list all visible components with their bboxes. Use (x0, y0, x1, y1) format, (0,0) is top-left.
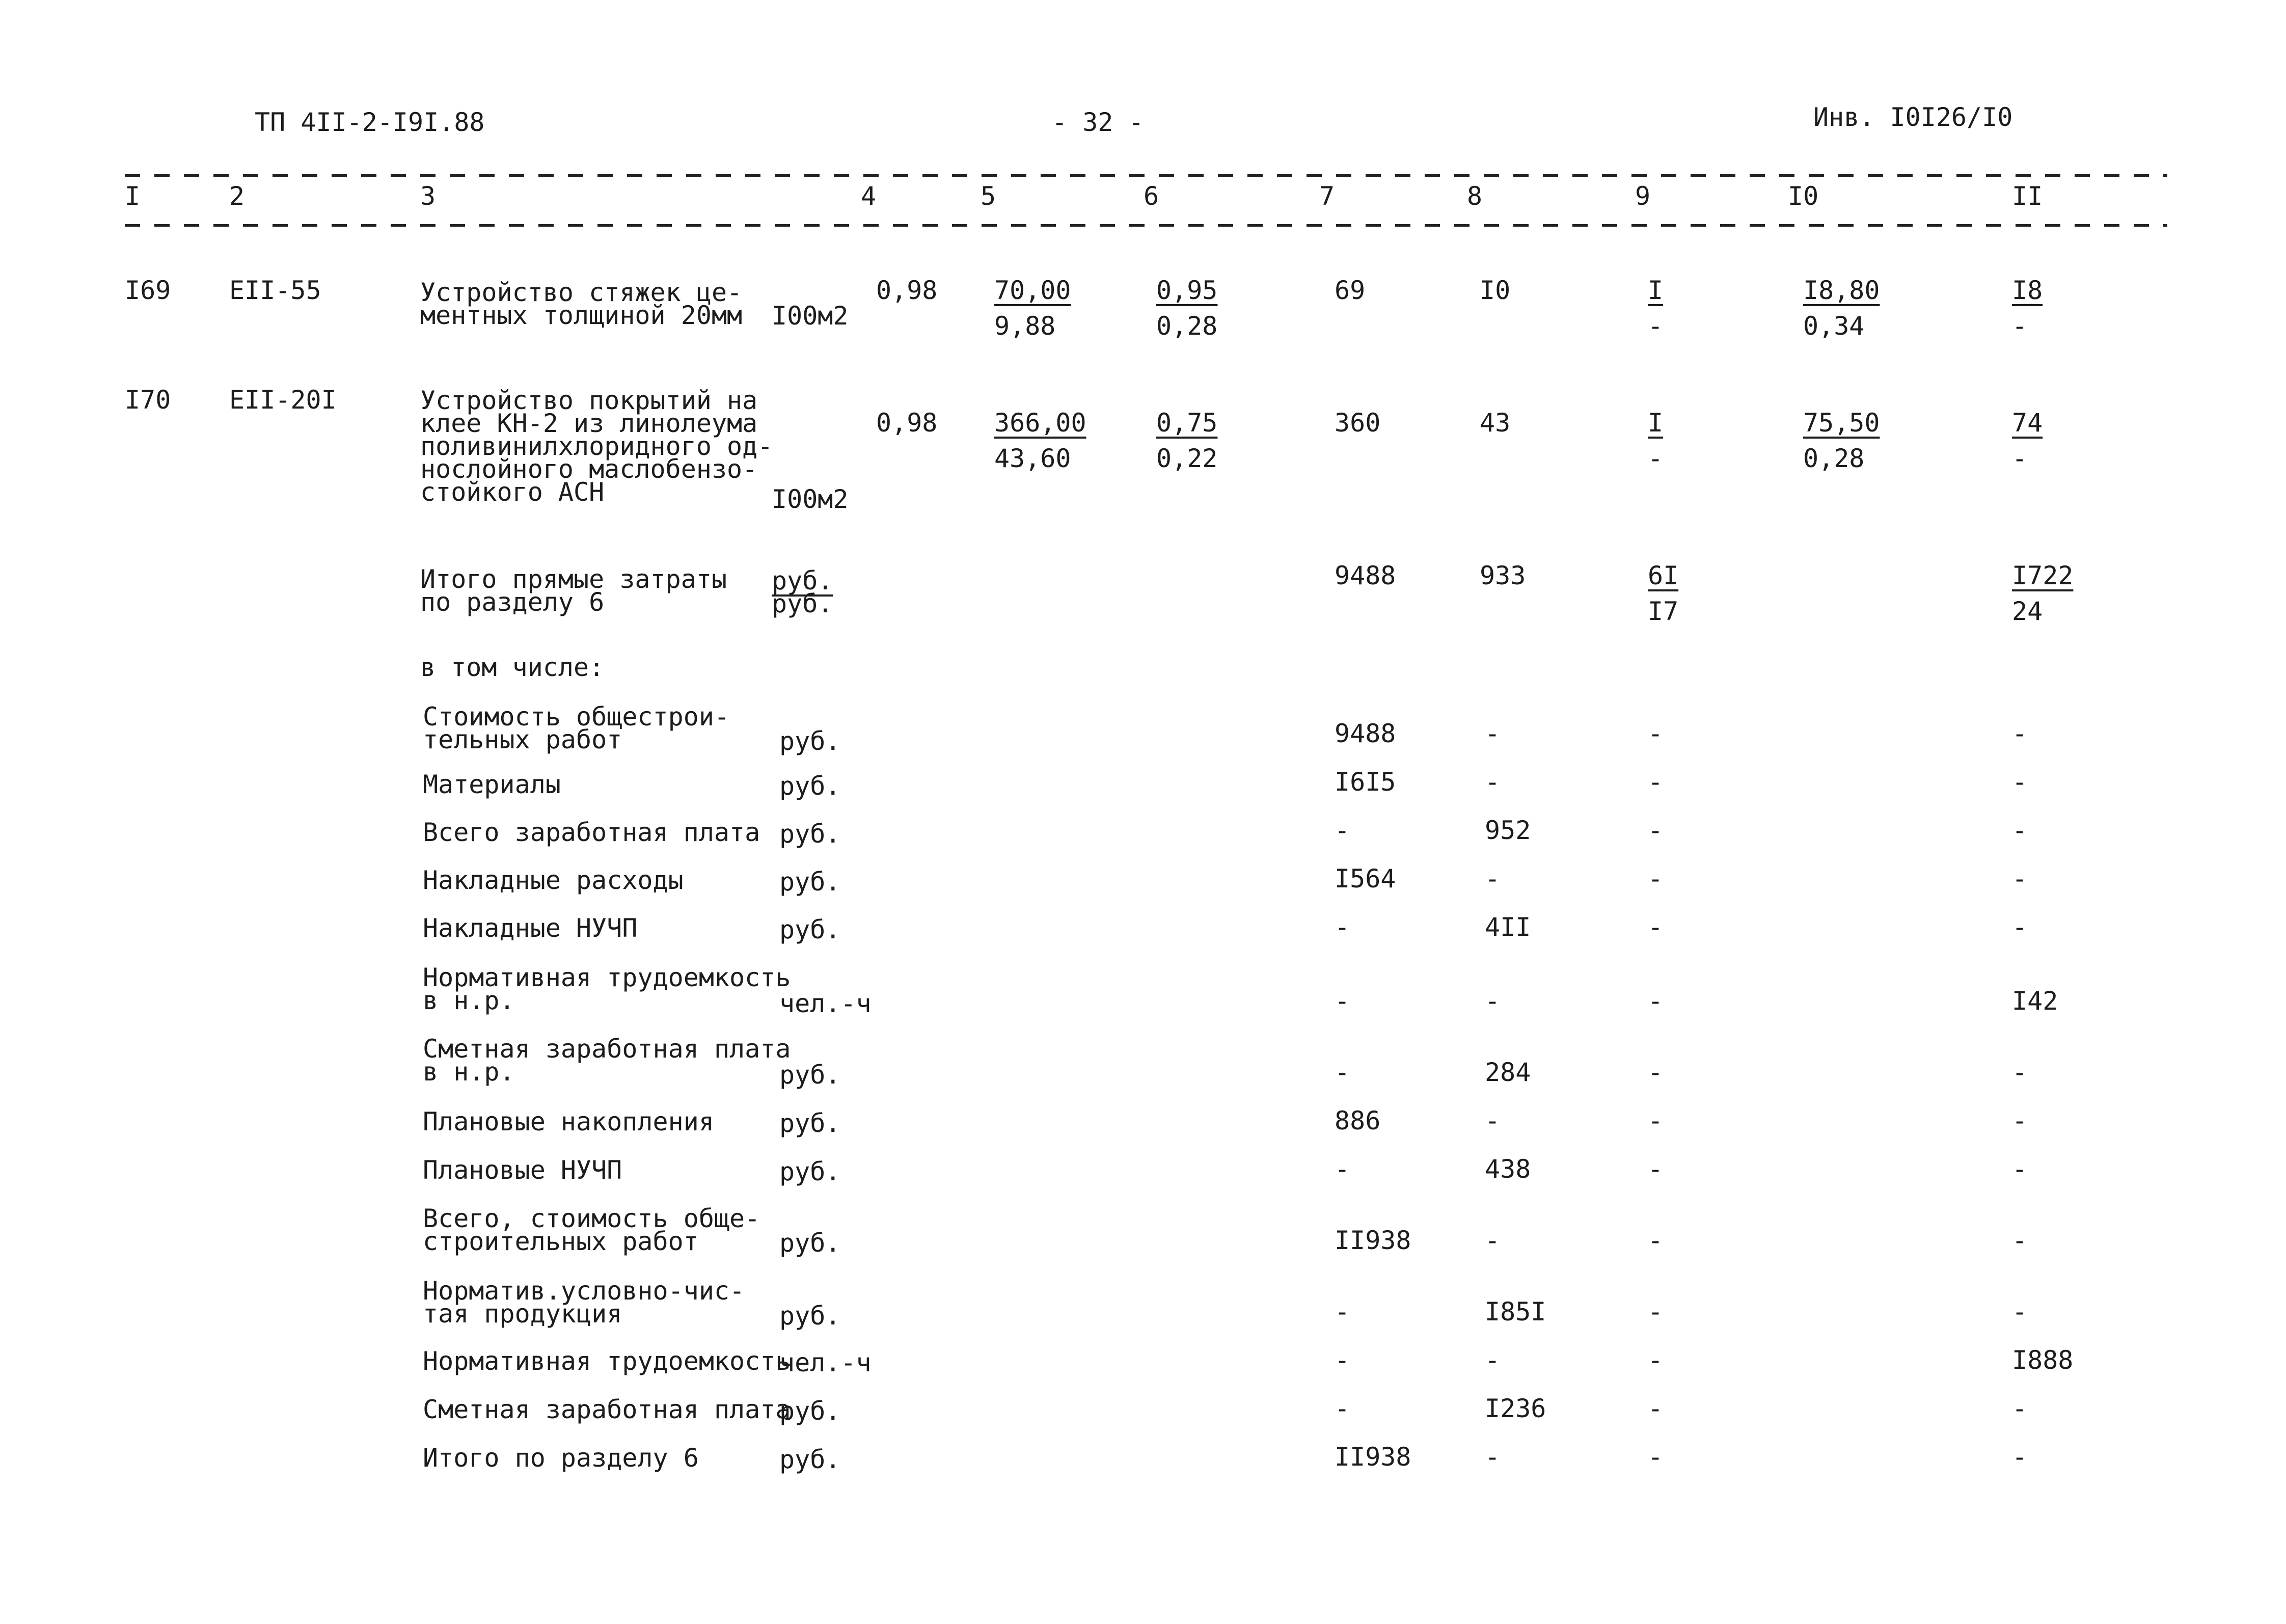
summary-col9: - (1648, 767, 1664, 797)
summary-unit: руб. (779, 819, 841, 849)
total-col8: 933 (1480, 561, 1526, 590)
col6-value: 0,95 (1156, 276, 1218, 305)
col10-value: I8,80 (1803, 276, 1880, 305)
summary-col11: - (2012, 1058, 2028, 1087)
col8-value: 43 (1480, 408, 1511, 438)
summary-col11: - (2012, 767, 2028, 797)
summary-unit: руб. (779, 1228, 841, 1258)
col6-sub-value: 0,22 (1156, 444, 1218, 473)
summary-col11: - (2012, 816, 2028, 845)
summary-unit: чел.-ч (779, 989, 872, 1018)
total-col9-sub: I7 (1648, 597, 1679, 626)
summary-col7: II938 (1335, 1442, 1411, 1472)
col10-value: 75,50 (1803, 408, 1880, 438)
unit-price-wages: 43,60 (994, 444, 1071, 473)
summary-label: Всего заработная плата (423, 818, 760, 847)
summary-label: Нормативная трудоемкость в н.р. (423, 963, 791, 1015)
summary-label: Итого по разделу 6 (423, 1443, 699, 1473)
summary-col9: - (1648, 1442, 1664, 1472)
summary-col8: I85I (1485, 1297, 1546, 1327)
column-number: 8 (1467, 181, 1483, 211)
summary-col8: - (1485, 986, 1501, 1016)
total-unit: руб. (772, 566, 833, 596)
summary-col8: I236 (1485, 1394, 1546, 1423)
row-number: I70 (125, 385, 171, 415)
summary-col8: - (1485, 1345, 1501, 1375)
column-number: 9 (1635, 181, 1651, 211)
col9-sub-value: - (1648, 311, 1664, 341)
summary-col7: - (1335, 912, 1350, 942)
header-bottom-rule (125, 224, 2167, 227)
summary-col9: - (1648, 986, 1664, 1016)
summary-col8: - (1485, 1106, 1501, 1135)
col11-value: I8 (2012, 276, 2043, 305)
column-number: 4 (861, 181, 877, 211)
summary-unit: руб. (779, 1157, 841, 1186)
norm-code: EII-20I (229, 385, 337, 415)
summary-col9: - (1648, 1297, 1664, 1327)
summary-col8: - (1485, 864, 1501, 894)
total-col9: 6I (1648, 561, 1679, 590)
summary-col9: - (1648, 1106, 1664, 1135)
page-number: - 32 - (1052, 107, 1144, 137)
col9-sub-value: - (1648, 444, 1664, 473)
column-number: 3 (420, 181, 436, 211)
document-code: ТП 4II-2-I9I.88 (255, 107, 485, 137)
unit: I00м2 (772, 484, 849, 514)
summary-col8: - (1485, 1226, 1501, 1255)
summary-col9: - (1648, 719, 1664, 748)
unit-price: 70,00 (994, 276, 1071, 305)
summary-col7: 886 (1335, 1106, 1381, 1135)
summary-label: Нормативная трудоемкость (423, 1346, 791, 1376)
total-col11: I722 (2012, 561, 2074, 590)
col9-value: I (1648, 276, 1664, 305)
summary-col9: - (1648, 1345, 1664, 1375)
summary-col11: I42 (2012, 986, 2058, 1016)
col11-value: 74 (2012, 408, 2043, 438)
summary-col9: - (1648, 1226, 1664, 1255)
summary-col11: - (2012, 1226, 2028, 1255)
summary-col9: - (1648, 912, 1664, 942)
norm-code: EII-55 (229, 276, 321, 305)
col10-sub-value: 0,28 (1803, 444, 1865, 473)
summary-label: Накладные НУЧП (423, 913, 638, 943)
summary-col11: - (2012, 1297, 2028, 1327)
summary-label: Стоимость общестрои- тельных работ (423, 702, 730, 754)
summary-col9: - (1648, 864, 1664, 894)
summary-col7: - (1335, 1394, 1350, 1423)
summary-col7: I6I5 (1335, 767, 1396, 797)
summary-col11: - (2012, 1442, 2028, 1472)
summary-label: Всего, стоимость обще- строительных работ (423, 1204, 760, 1256)
summary-unit: руб. (779, 1396, 841, 1426)
including-label: в том числе: (420, 653, 605, 682)
summary-col7: - (1335, 986, 1350, 1016)
column-number: II (2012, 181, 2043, 211)
summary-col7: II938 (1335, 1226, 1411, 1255)
column-number: I0 (1788, 181, 1819, 211)
summary-col8: 952 (1485, 816, 1531, 845)
summary-col11: - (2012, 912, 2028, 942)
column-number: 2 (229, 181, 245, 211)
summary-col7: - (1335, 1154, 1350, 1184)
summary-col11: - (2012, 1154, 2028, 1184)
col11-sub-value: - (2012, 311, 2028, 341)
summary-label: Плановые накопления (423, 1107, 714, 1136)
quantity: 0,98 (876, 276, 938, 305)
row-number: I69 (125, 276, 171, 305)
summary-label: Сметная заработная плата в н.р. (423, 1034, 791, 1087)
col8-value: I0 (1480, 276, 1511, 305)
summary-col8: 438 (1485, 1154, 1531, 1184)
col7-value: 69 (1335, 276, 1366, 305)
summary-col7: I564 (1335, 864, 1396, 894)
col6-value: 0,75 (1156, 408, 1218, 438)
column-number: 6 (1144, 181, 1159, 211)
summary-col9: - (1648, 816, 1664, 845)
summary-unit: руб. (779, 1060, 841, 1090)
summary-label: Сметная заработная плата (423, 1395, 791, 1424)
summary-label: Плановые НУЧП (423, 1155, 622, 1185)
summary-col11: - (2012, 864, 2028, 894)
summary-col7: - (1335, 816, 1350, 845)
col10-sub-value: 0,34 (1803, 311, 1865, 341)
summary-col9: - (1648, 1154, 1664, 1184)
inventory-number: Инв. I0I26/I0 (1813, 102, 2013, 132)
summary-col8: - (1485, 719, 1501, 748)
total-unit-sub: руб. (772, 589, 833, 618)
column-number: 7 (1319, 181, 1335, 211)
total-label: Итого прямые затраты по разделу 6 (420, 564, 727, 617)
quantity: 0,98 (876, 408, 938, 438)
summary-label: Материалы (423, 770, 561, 799)
col11-sub-value: - (2012, 444, 2028, 473)
summary-col11: - (2012, 1394, 2028, 1423)
column-number: I (125, 181, 141, 211)
summary-col7: - (1335, 1345, 1350, 1375)
work-name: Устройство стяжек це- ментных толщиной 20мм (420, 278, 743, 330)
summary-unit: руб. (779, 1108, 841, 1138)
summary-col9: - (1648, 1058, 1664, 1087)
summary-unit: руб. (779, 915, 841, 944)
column-number: 5 (981, 181, 996, 211)
col7-value: 360 (1335, 408, 1381, 438)
summary-col11: - (2012, 1106, 2028, 1135)
summary-label: Норматив.условно-чис- тая продукция (423, 1276, 745, 1329)
unit: I00м2 (772, 301, 849, 331)
summary-unit: руб. (779, 1445, 841, 1474)
summary-col11: - (2012, 719, 2028, 748)
summary-label: Накладные расходы (423, 865, 684, 895)
summary-unit: руб. (779, 867, 841, 897)
total-col7: 9488 (1335, 561, 1396, 590)
summary-col8: - (1485, 1442, 1501, 1472)
summary-col7: 9488 (1335, 719, 1396, 748)
summary-unit: руб. (779, 771, 841, 801)
summary-col8: - (1485, 767, 1501, 797)
summary-col8: 284 (1485, 1058, 1531, 1087)
summary-col9: - (1648, 1394, 1664, 1423)
total-col11-sub: 24 (2012, 597, 2043, 626)
summary-col11: I888 (2012, 1345, 2074, 1375)
summary-unit: руб. (779, 726, 841, 756)
summary-unit: руб. (779, 1301, 841, 1331)
unit-price-wages: 9,88 (994, 311, 1056, 341)
summary-col8: 4II (1485, 912, 1531, 942)
summary-col7: - (1335, 1058, 1350, 1087)
summary-col7: - (1335, 1297, 1350, 1327)
work-name: Устройство покрытий на клее КН-2 из линолеума поливинилхлоридного од- нослойного маслобензо- стойкого АСН (420, 386, 773, 507)
header-top-rule (125, 174, 2167, 177)
summary-unit: чел.-ч (779, 1348, 872, 1377)
col6-sub-value: 0,28 (1156, 311, 1218, 341)
col9-value: I (1648, 408, 1664, 438)
unit-price: 366,00 (994, 408, 1086, 438)
